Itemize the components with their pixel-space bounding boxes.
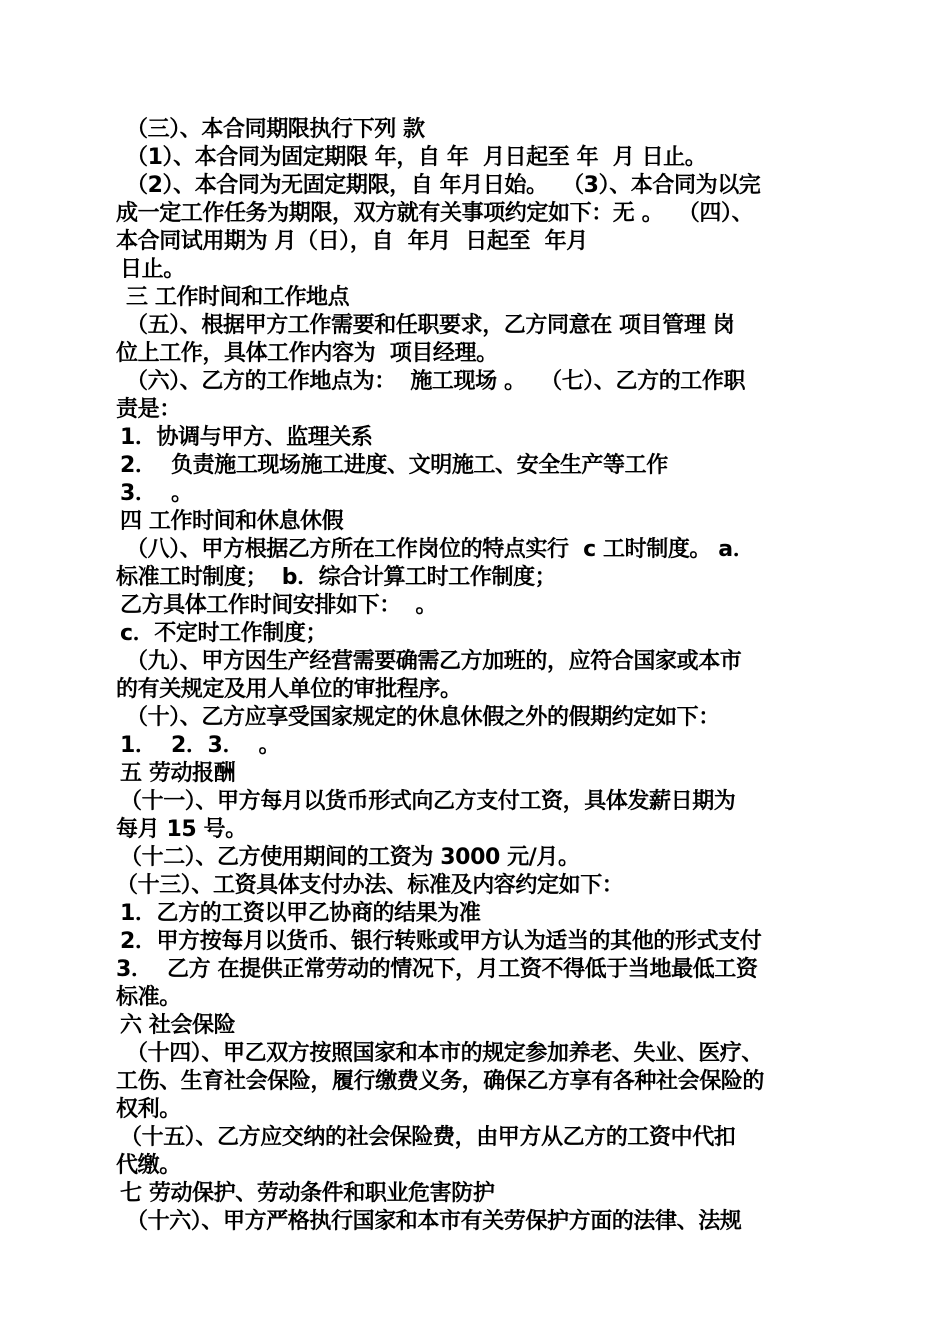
clause-5: （五）、根据甲方工作需要和任职要求，乙方同意在 项目管理 岗 — [126, 313, 735, 338]
clause-4-probation: 本合同试用期为 月（日），自 年月 日起至 年月 — [116, 229, 588, 254]
clause-11: （十一）、甲方每月以货币形式向乙方支付工资，具体发薪日期为 — [120, 789, 736, 814]
section-4-heading: 四 工作时间和休息休假 — [120, 509, 344, 534]
section-5-heading: 五 劳动报酬 — [120, 761, 236, 786]
pay-item-2: 2．甲方按每月以货币、银行转账或甲方认为适当的其他的形式支付 — [120, 929, 762, 954]
clause-9: （九）、甲方因生产经营需要确需乙方加班的，应符合国家或本市 — [126, 649, 742, 674]
duty-item-1: 1．协调与甲方、监理关系 — [120, 425, 373, 450]
clause-15: （十五）、乙方应交纳的社会保险费，由甲方从乙方的工资中代扣 — [120, 1125, 736, 1150]
clause-13: （十三）、工资具体支付办法、标准及内容约定如下： — [116, 873, 624, 898]
duty-item-2: 2． 负责施工现场施工进度、文明施工、安全生产等工作 — [120, 453, 668, 478]
pay-item-1: 1．乙方的工资以甲乙协商的结果为准 — [120, 901, 481, 926]
clause-15-cont: 代缴。 — [116, 1153, 181, 1178]
section-7-heading: 七 劳动保护、劳动条件和职业危害防护 — [120, 1181, 495, 1206]
pay-item-3: 3． 乙方 在提供正常劳动的情况下，月工资不得低于当地最低工资 — [116, 957, 758, 982]
clause-3-item-1: （1）、本合同为固定期限 年，自 年 月日起至 年 月 日止。 — [126, 145, 707, 170]
clause-8-cont: 标准工时制度； b．综合计算工时工作制度； — [116, 565, 557, 590]
clause-14: （十四）、甲乙双方按照国家和本市的规定参加养老、失业、医疗、 — [126, 1041, 764, 1066]
clause-10-items: 1． 2．3． 。 — [120, 733, 281, 758]
clause-8-c: c．不定时工作制度； — [120, 621, 328, 646]
clause-10: （十）、乙方应享受国家规定的休息休假之外的假期约定如下： — [126, 705, 720, 730]
clause-6-7: （六）、乙方的工作地点为： 施工现场 。 （七）、乙方的工作职 — [126, 369, 746, 394]
clause-11-cont: 每月 15 号。 — [116, 817, 247, 842]
clause-3-item-2: （2）、本合同为无固定期限，自 年月日始。 （3）、本合同为以完 — [126, 173, 761, 198]
section-3-heading: 三 工作时间和工作地点 — [126, 285, 350, 310]
clause-14-end: 权利。 — [116, 1097, 181, 1122]
clause-9-cont: 的有关规定及用人单位的审批程序。 — [116, 677, 462, 702]
clause-4-end: 日止。 — [120, 257, 185, 282]
clause-8: （八）、甲方根据乙方所在工作岗位的特点实行 c 工时制度。 a． — [126, 537, 755, 562]
clause-3-item-3: 成一定工作任务为期限，双方就有关事项约定如下：无 。 （四）、 — [116, 201, 754, 226]
clause-14-cont: 工伤、生育社会保险，履行缴费义务，确保乙方享有各种社会保险的 — [116, 1069, 765, 1094]
clause-3-heading: （三）、本合同期限执行下列 款 — [126, 117, 425, 142]
clause-5-cont: 位上工作，具体工作内容为 项目经理。 — [116, 341, 498, 366]
section-6-heading: 六 社会保险 — [120, 1013, 236, 1038]
clause-7-cont: 责是： — [116, 397, 181, 422]
clause-8-schedule: 乙方具体工作时间安排如下： 。 — [120, 593, 437, 618]
clause-12: （十二）、乙方使用期间的工资为 3000 元/月。 — [120, 845, 580, 870]
clause-16: （十六）、甲方严格执行国家和本市有关劳保护方面的法律、法规 — [126, 1209, 742, 1234]
duty-item-3: 3． 。 — [120, 481, 193, 506]
pay-item-3-cont: 标准。 — [116, 985, 181, 1010]
